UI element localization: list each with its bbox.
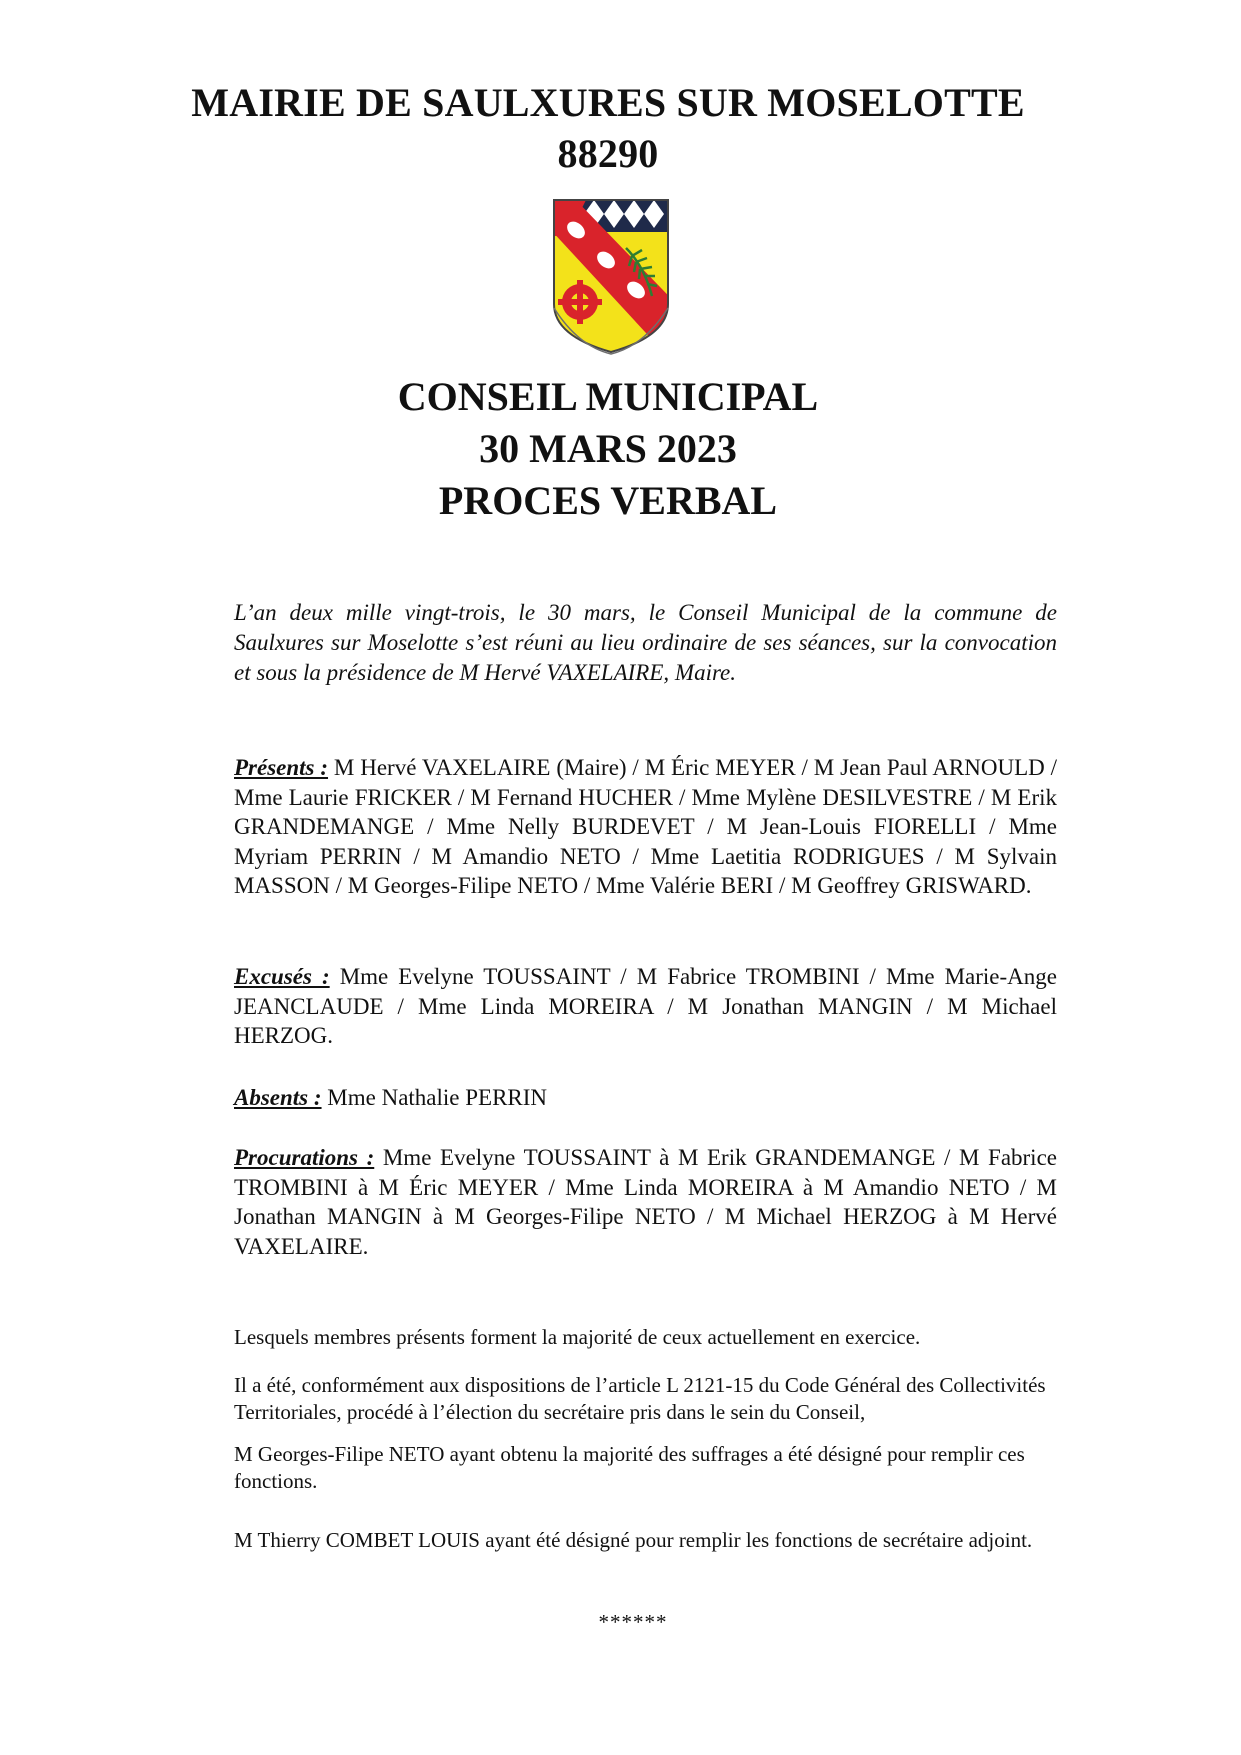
procurations-list: Mme Evelyne TOUSSAINT à M Erik GRANDEMANGE / M Fabrice TROMBINI à M Éric MEYER / Mme Linda MOREIRA à M Amandio NETO / M Jonathan MANGIN à M Georges-Filipe NETO / M Michael HERZOG à M Hervé VAXELAIRE. [234,1145,1057,1259]
separator-stars: ****** [598,1610,668,1634]
excuses-label: Excusés : [234,964,330,989]
intro-paragraph: L’an deux mille vingt-trois, le 30 mars, le Conseil Municipal de la commune de Saulxures sur Moselotte s’est réuni au lieu ordinaire de ses séances, sur la convocation et sous la présidence de M Hervé VAXELAIRE, Maire. [234,600,1057,685]
secretary-paragraph: M Georges-Filipe NETO ayant obtenu la majorité des suffrages a été désigné pour remplir ces fonctions. [234,1442,1025,1493]
excuses-section [234,962,1057,1051]
procurations-label: Procurations : [234,1145,375,1170]
presents-list: M Hervé VAXELAIRE (Maire) / M Éric MEYER / M Jean Paul ARNOULD / Mme Laurie FRICKER / M Fernand HUCHER / Mme Mylène DESILVESTRE / M Erik GRANDEMANGE / Mme Nelly BURDEVET / M Jean-Louis FIORELLI / Mme Myriam PERRIN / M Amandio NETO / Mme Laetitia RODRIGUES / M Sylvain MASSON / M Georges-Filipe NETO / Mme Valérie BERI / M Geoffrey GRISWARD. [234,755,1058,898]
title-pv: PROCES VERBAL [438,478,778,523]
absents-list: Mme Nathalie PERRIN [327,1085,548,1110]
absents-label: Absents : [234,1085,322,1110]
deputy-paragraph: M Thierry COMBET LOUIS ayant été désigné pour remplir les fonctions de secrétaire adjoint. [234,1528,1033,1552]
postcode-heading: 88290 [557,131,659,176]
procurations-section [234,1143,1057,1261]
excuses-list: Mme Evelyne TOUSSAINT / M Fabrice TROMBINI / Mme Marie-Ange JEANCLAUDE / Mme Linda MOREIRA / M Jonathan MANGIN / M Michael HERZOG. [234,964,1057,1048]
absents-section [234,1083,1057,1113]
presents-section [234,753,1057,901]
mairie-heading: MAIRIE DE SAULXURES SUR MOSELOTTE [191,80,1025,125]
election-paragraph: Il a été, conformément aux dispositions de l’article L 2121-15 du Code Général des Collectivités Territoriales, procédé à l’élection du secrétaire pris dans le sein du Conseil, [234,1373,1046,1424]
title-date: 30 MARS 2023 [479,426,737,471]
presents-label: Présents : [234,755,329,780]
majority-paragraph: Lesquels membres présents forment la majorité de ceux actuellement en exercice. [234,1325,921,1349]
coat-of-arms-icon [548,196,674,356]
title-conseil: CONSEIL MUNICIPAL [397,374,819,419]
